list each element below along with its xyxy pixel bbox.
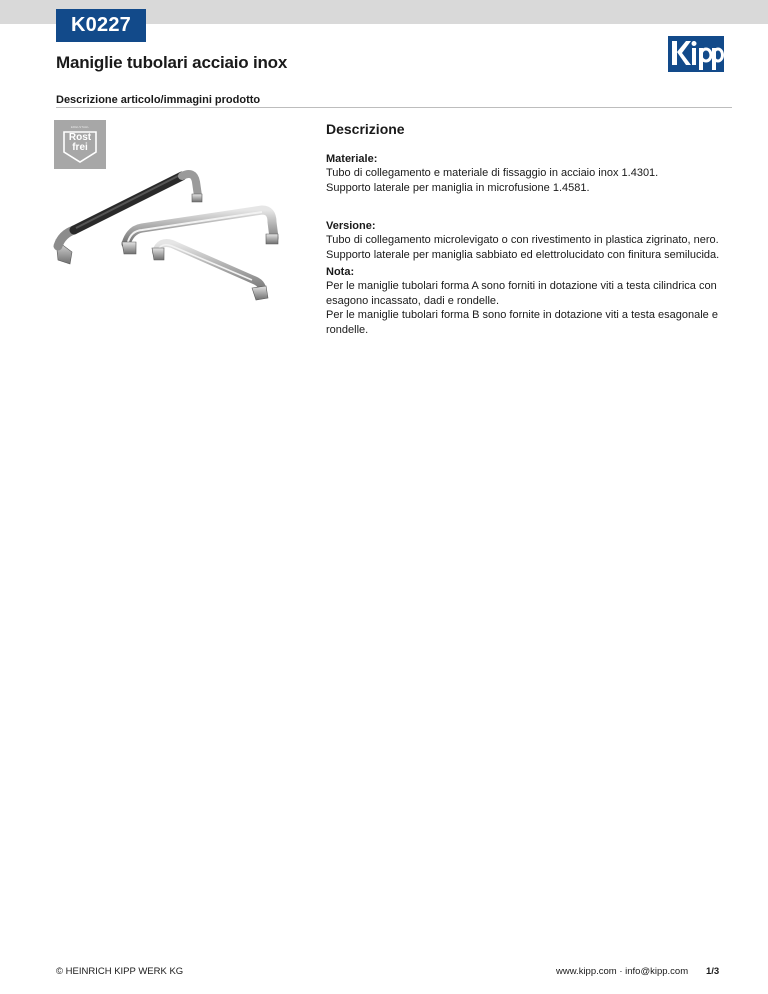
note-label: Nota:: [326, 266, 355, 278]
rostfrei-badge: [54, 120, 106, 169]
section-header: Descrizione articolo/immagini prodotto: [56, 94, 261, 106]
version-label: Versione:: [326, 220, 376, 232]
note-line: Per le maniglie tubolari forma A sono forniti in dotazione viti a testa cilindrica con: [326, 280, 717, 292]
footer-copyright: © HEINRICH KIPP WERK KG: [56, 966, 184, 977]
tubular-handles-image: [44, 168, 280, 302]
article-code-badge: K0227: [56, 9, 146, 42]
version-line: Tubo di collegamento microlevigato o con rivestimento in plastica zigrinato, nero.: [326, 234, 719, 246]
version-line: Supporto laterale per maniglia sabbiato ed elettrolucidato con finitura semilucida.: [326, 248, 720, 261]
page-number: 1/3: [706, 966, 720, 977]
material-label: Materiale:: [326, 153, 378, 165]
material-line: Tubo di collegamento e materiale di fissaggio in acciaio inox 1.4301.: [326, 167, 659, 179]
page-title: Maniglie tubolari acciaio inox: [56, 53, 288, 72]
material-block: [326, 152, 736, 195]
badge-stamp-text: Rost frei: [68, 132, 92, 153]
material-line: Supporto laterale per maniglia in microfusione 1.4581.: [326, 181, 590, 194]
description-title: Descrizione: [326, 121, 405, 137]
version-block: [326, 219, 736, 262]
note-line: rondelle.: [326, 323, 369, 336]
kipp-logo-icon: [668, 36, 724, 72]
badge-small-text: EDELSTAHL: [70, 125, 90, 129]
footer-contact-link[interactable]: www.kipp.com · info@kipp.com: [556, 966, 689, 977]
note-block: [326, 265, 736, 337]
note-line: esagono incassato, dadi e rondelle.: [326, 294, 500, 307]
section-divider: [56, 107, 732, 108]
note-line: Per le maniglie tubolari forma B sono fornite in dotazione viti a testa esagonale e: [326, 309, 718, 321]
